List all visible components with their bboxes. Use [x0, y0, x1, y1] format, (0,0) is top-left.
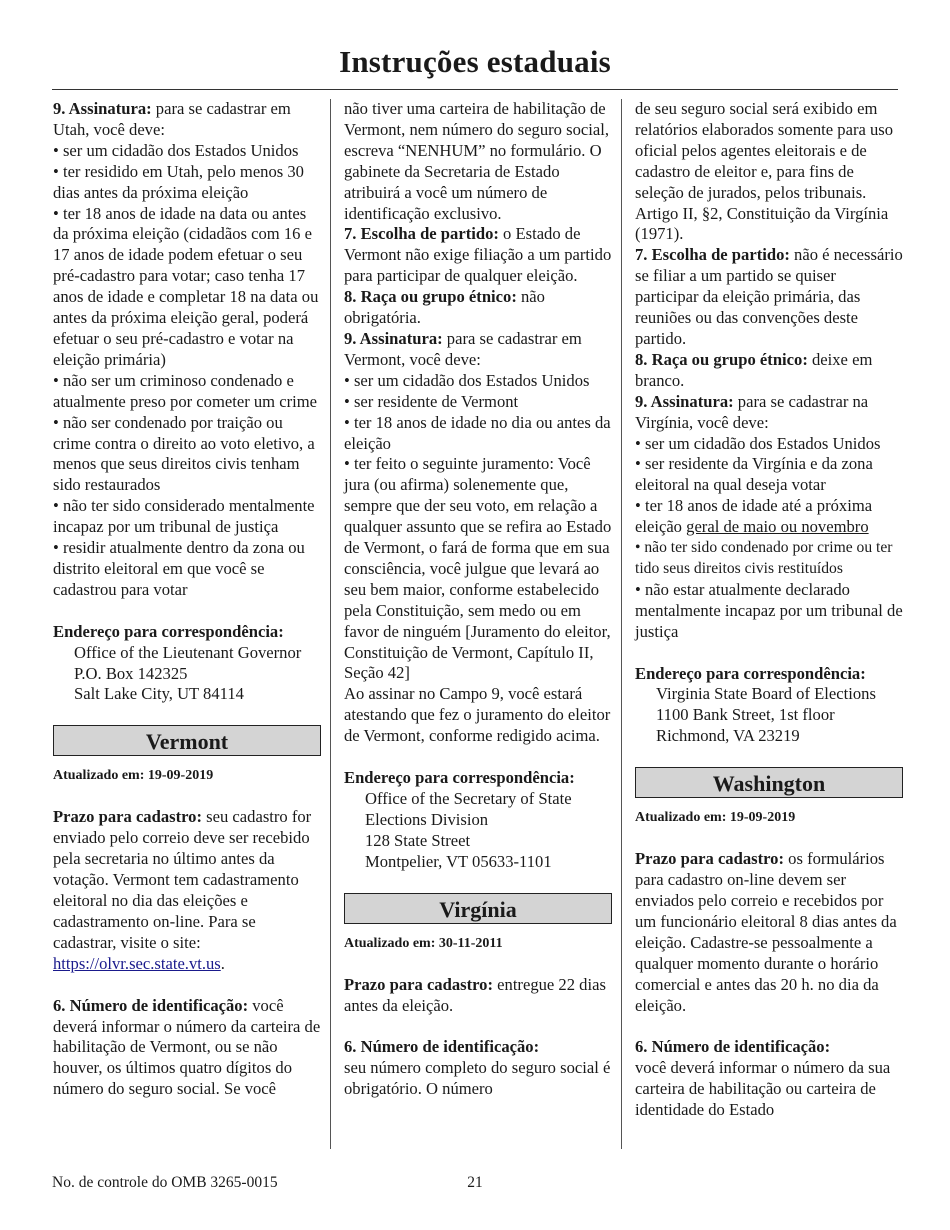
registration-link[interactable]: https://olvr.sec.state.vt.us	[53, 953, 221, 973]
updated-date: Atualizado em: 30-11-2011	[344, 935, 503, 951]
requirement-item: • ter 18 anos de idade até a próxima eleição geral de maio ou novembro	[635, 496, 873, 537]
column-2	[344, 99, 612, 1100]
address-line: Salt Lake City, UT 84114	[74, 684, 244, 704]
requirement-item: • ter residido em Utah, pelo menos 30 dias antes da próxima eleição	[53, 161, 304, 202]
requirement-item: • ser um cidadão dos Estados Unidos	[53, 140, 299, 160]
address-line: Elections Division	[365, 809, 489, 829]
id-number-continued: não tiver uma carteira de habilitação de Vermont, nem número do seguro social, escreva “NENHUM” no formulário. O gabinete da Secretaria de Estado atribuirá a você um número de identificação exclusivo.	[344, 99, 609, 223]
requirement-item: • não ter sido condenado por crime ou ter tido seus direitos civis restituídos	[635, 539, 893, 577]
title-divider	[52, 89, 898, 90]
address-line: P.O. Box 142325	[74, 663, 188, 683]
state-heading-vermont: Vermont	[53, 725, 321, 756]
id-number-paragraph: você deverá informar o número da sua carteira de habilitação ou carteira de identidade do Estado	[635, 1058, 891, 1120]
address-line: Virginia State Board of Elections	[656, 684, 876, 704]
column-divider	[330, 99, 331, 1149]
mailing-address-label: Endereço para correspondência:	[344, 768, 575, 788]
state-heading-virginia: Virgínia	[344, 893, 612, 924]
requirement-item: • ter 18 anos de idade na data ou antes da próxima eleição (cidadãos com 16 e 17 anos de idade podem efetuar o seu pré-cadastro para votar; caso tenha 17 anos de idade e completar 18 na data ou antes da próxima eleição geral, poderá efetuar o seu pré-cadastro e votar na eleição primária)	[53, 203, 319, 369]
requirement-item: • ser um cidadão dos Estados Unidos	[635, 433, 881, 453]
requirement-item: • ter 18 anos de idade no dia ou antes da eleição	[344, 412, 611, 453]
address-line: Office of the Secretary of State	[365, 789, 572, 808]
utah-signature-paragraph	[53, 99, 321, 141]
column-3	[635, 99, 903, 1121]
page-title: Instruções estaduais	[339, 44, 611, 79]
id-number-paragraph: seu número completo do seguro social é obrigatório. O número	[344, 1058, 611, 1099]
requirement-item: • não ter sido considerado mentalmente incapaz por um tribunal de justiça	[53, 496, 315, 537]
requirement-item: • não estar atualmente declarado mentalmente incapaz por um tribunal de justiça	[635, 579, 903, 641]
omb-control-number: No. de controle do OMB 3265-0015	[52, 1174, 278, 1191]
column-divider	[621, 99, 622, 1149]
section-label: 9. Assinatura:	[53, 99, 152, 118]
id-number-label: 6. Número de identificação:	[344, 1037, 540, 1057]
updated-date: Atualizado em: 19-09-2019	[635, 810, 796, 826]
deadline-paragraph: Prazo para cadastro: entregue 22 dias antes da eleição.	[344, 974, 606, 1015]
id-number-paragraph: 6. Número de identificação: você deverá informar o número da carteira de habilitação de Vermont, ou se não houver, os últimos quatro dígitos do número do seguro social. Se você	[53, 995, 321, 1099]
race-paragraph: 8. Raça ou grupo étnico: deixe em branco.	[635, 349, 873, 390]
requirement-item: • ser residente de Vermont	[344, 391, 519, 411]
requirement-item: • não ser condenado por traição ou crime contra o direito ao voto eletivo, a menos que seus direitos civis tenham sido restaurados	[53, 412, 315, 495]
requirement-item: • ser um cidadão dos Estados Unidos	[344, 370, 590, 390]
requirement-item: • não ser um criminoso condenado e atualmente preso por cometer um crime	[53, 370, 318, 411]
mailing-address-label: Endereço para correspondência:	[53, 621, 284, 641]
column-1	[53, 99, 321, 1100]
mailing-address-label: Endereço para correspondência:	[635, 663, 866, 683]
state-heading-washington: Washington	[635, 767, 903, 798]
deadline-paragraph: Prazo para cadastro: os formulários para cadastro on-line devem ser enviados pelo correio e recebidos por um funcionário eleitoral 8 dias antes da eleição. Cadastre-se pessoalmente a qualquer momento durante o horário comercial e antes das 20 h. no dia da eleição.	[635, 849, 897, 1015]
deadline-paragraph: Prazo para cadastro: seu cadastro for enviado pelo correio deve ser recebido pela secretaria no último antes da votação. Vermont tem cadastramento eleitoral no dia das eleições e cadastramento on-line. Para se cadastrar, visite o site: https://olvr.sec.state.vt.us.	[53, 807, 312, 973]
page-number: 21	[467, 1174, 483, 1191]
address-line: Office of the Lieutenant Governor	[74, 642, 302, 662]
section-text: para se cadastrar em Utah, você deve:	[53, 99, 291, 139]
signature-paragraph: 9. Assinatura: para se cadastrar na Virgínia, você deve:	[635, 391, 869, 432]
address-line: 128 State Street	[365, 830, 471, 850]
signature-paragraph: 9. Assinatura: para se cadastrar em Vermont, você deve:	[344, 328, 582, 369]
requirement-item: • ter feito o seguinte juramento: Você jura (ou afirma) solenemente que, sempre que der seu voto, em relação a qualquer assunto que se refira ao Estado de Vermont, o fará de forma que em sua consciência, você julgue que levará ao seu bem maior, conforme estabelecido pela Constituição, sem medo ou em favor de ninguém [Juramento do eleitor, Constituição de Vermont, Capítulo II, Seção 42]	[344, 454, 612, 683]
party-paragraph: 7. Escolha de partido: não é necessário se filiar a um partido se quiser participar da eleição primária, das reuniões ou das convenções deste partido.	[635, 245, 903, 348]
address-line: Montpelier, VT 05633-1101	[365, 851, 552, 871]
requirement-item: • ser residente da Virgínia e da zona eleitoral na qual deseja votar	[635, 454, 873, 495]
requirement-item: • residir atualmente dentro da zona ou distrito eleitoral em que você se cadastrou para votar	[53, 538, 305, 599]
address-line: Richmond, VA 23219	[656, 726, 800, 746]
address-line: 1100 Bank Street, 1st floor	[656, 705, 835, 725]
party-paragraph: 7. Escolha de partido: o Estado de Vermont não exige filiação a um partido para participar de qualquer eleição.	[344, 224, 612, 286]
race-paragraph: 8. Raça ou grupo étnico: não obrigatória.	[344, 287, 545, 328]
id-number-label: 6. Número de identificação:	[635, 1037, 831, 1057]
updated-date: Atualizado em: 19-09-2019	[53, 768, 214, 784]
id-number-continued: de seu seguro social será exibido em relatórios elaborados somente para uso oficial pelos agentes eleitorais e de cadastro de eleitor e, para fins de seleção de jurados, pelos tribunais. Artigo II, §2, Constituição da Virgínia (1971).	[635, 99, 894, 244]
oath-note: Ao assinar no Campo 9, você estará atestando que fez o juramento do eleitor de Vermont, conforme redigido acima.	[344, 684, 611, 746]
